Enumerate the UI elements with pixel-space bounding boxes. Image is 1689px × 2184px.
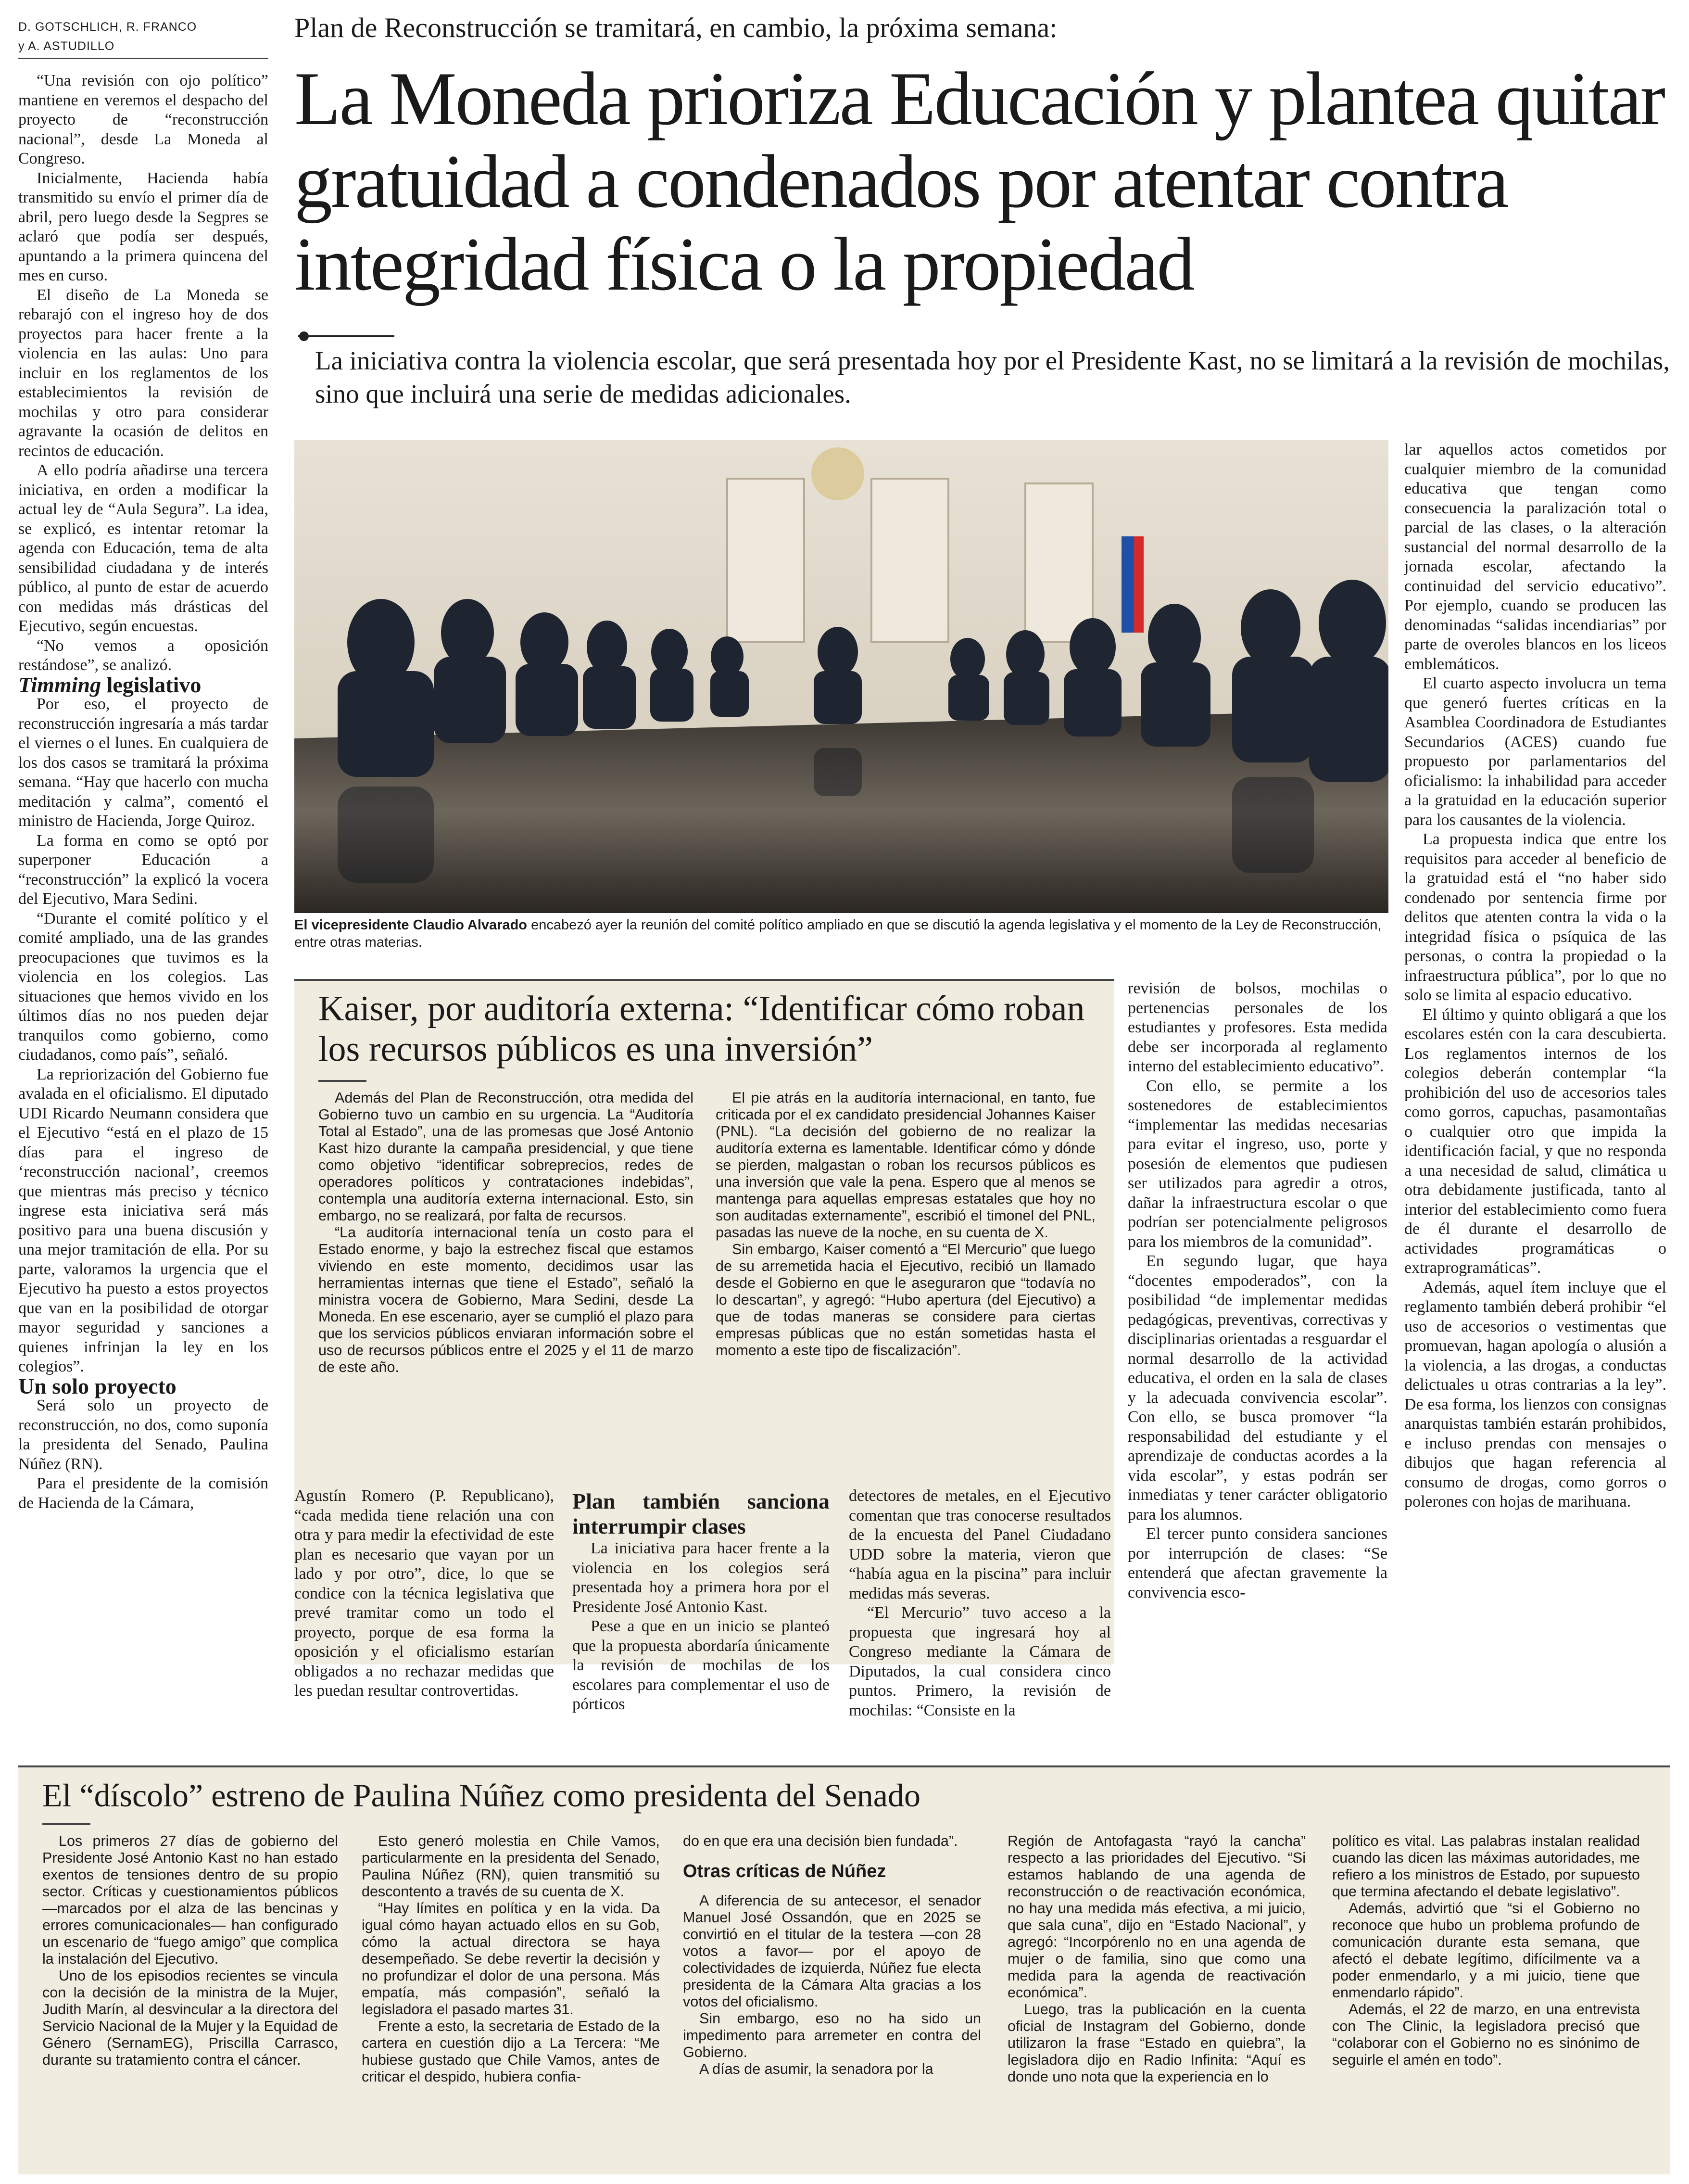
paragraph: Uno de los episodios recientes se vincula con la decisión de la ministra de la Mujer, Judith Marín, al desvincular a la directora del Servicio Nacional de la Mujer y la Equidad de Género (SernamEG), Priscilla Carrasco, durante su tratamiento contra el cáncer.: [42, 1968, 338, 2068]
paragraph: A ello podría añadirse una tercera iniciativa, en orden a modificar la actual ley de “Aula Segura”. La idea, se explicó, es intentar retomar la agenda con Educación, tema de alta sensibilidad ciudadana y de interés público, al punto de estar de acuerdo con medidas más drásticas del Ejecutivo, según encuestas.: [18, 461, 268, 635]
middle-column-1: [294, 1486, 554, 1701]
senado-col-1: [42, 1833, 338, 2069]
senado-box-rule: [18, 1765, 1670, 1767]
caption-lead: El vicepresidente Claudio Alvarado: [294, 917, 528, 933]
photo-caption: [294, 916, 1388, 951]
paragraph: Sin embargo, eso no ha sido un impedimento para arremeter en contra del Gobierno.: [683, 2010, 981, 2060]
senado-col-4: [1008, 1833, 1306, 2085]
paragraph: político es vital. Las palabras instalan realidad cuando las dicen las máximas autoridades, me refiero a los ministros de Estado, por supuesto que termina afectando el debate legislativo”.: [1332, 1833, 1640, 1900]
paragraph: Frente a esto, la secretaria de Estado de la cartera en cuestión dijo a La Tercera: “Me hubiese gustado que Chile Vamos, antes de criticar el despido, hubiera confia-: [362, 2018, 660, 2085]
paragraph: Con ello, se permite a los sostenedores de establecimientos “implementar las medidas necesarias para evitar el ingreso, uso, porte y posesión de elementos que pudiesen ser utilizados para agredir a otros, dañar la infraestructura escolar o que podrían ser potencialmente peligrosos para los miembros de la comunidad”.: [1128, 1077, 1387, 1251]
paragraph: Por eso, el proyecto de reconstrucción ingresaría a más tardar el viernes o el lunes. En cualquiera de los dos casos se tramitará la próxima semana. “Hay que hacerlo con mucha meditación y calma”, comentó el ministro de Hacienda, Jorge Quiroz.: [18, 695, 268, 830]
kaiser-title: Kaiser, por auditoría externa: “Identificar cómo roban los recursos públicos es una inversión”: [318, 989, 1085, 1069]
paragraph: “La auditoría internacional tenía un costo para el Estado enorme, y bajo la estrechez fiscal que estamos viviendo en este momento, decidimos usar las herramientas internas que tiene el Estado”, señaló la ministra vocera de Gobierno, Mara Sedini, desde La Moneda. En ese escenario, ayer se cumplió el plazo para que los servicios públicos enviaran información sobre el uso de recursos públicos entre el 2025 y el 11 de marzo de este año.: [318, 1224, 693, 1375]
middle-column-2: [572, 1489, 830, 1714]
paragraph: Región de Antofagasta “rayó la cancha” respecto a las prioridades del Ejecutivo. “Si estamos hablando de una agenda de reconstrucción o de reactivación económica, no hay una medida más efectiva, a mi juicio, que sala cuna”, dijo en “Estado Nacional”, y agregó: “Incorpórenlo no en una agenda de mujer o de familia, sino que como una medida para la agenda de reactivación económica”.: [1008, 1833, 1306, 2001]
paragraph: Además, advirtió que “si el Gobierno no reconoce que hubo un problema profundo de comunicación durante esta semana, que afectó el debate legítimo, difícilmente va a poder enmendarlo, y a mi juicio, tiene que enmendarlo rápido”.: [1332, 1900, 1640, 2001]
paragraph: “El Mercurio” tuvo acceso a la propuesta que ingresará hoy al Congreso mediante la Cámara de Diputados, la cual considera cinco puntos. Primero, la revisión de mochilas: “Consiste en la: [849, 1604, 1111, 1719]
meeting-photo: [294, 440, 1388, 913]
paragraph: Inicialmente, Hacienda había transmitido su envío el primer día de abril, pero luego desde la Segpres se aclaró que podía ser después, apuntando a la primera quincena del mes en curso.: [18, 169, 268, 284]
paragraph: “No vemos a oposición restándose”, se analizó.: [18, 636, 268, 674]
deck-rule: [298, 335, 394, 337]
paragraph: La iniciativa para hacer frente a la violencia en los colegios será presentada hoy a primera hora por el Presidente José Antonio Kast.: [572, 1539, 830, 1616]
paragraph: Para el presidente de la comisión de Hacienda de la Cámara,: [18, 1474, 268, 1512]
kicker: Plan de Reconstrucción se tramitará, en cambio, la próxima semana:: [294, 12, 1058, 43]
paragraph: lar aquellos actos cometidos por cualquier miembro de la comunidad educativa que tengan como consecuencia la paralización total o parcial de las clases, o la alteración sustancial del normal desarrollo de la jornada escolar, afectando la continuidad del servicio educativo”. Por ejemplo, cuando se producen las denominadas “salidas incendiarias” por parte de overoles blancos en los liceos emblemáticos.: [1404, 441, 1666, 673]
paragraph: Agustín Romero (P. Republicano), “cada medida tiene relación una con otra y para medir la efectividad de este plan es necesario que vayan por un lado y por otro”, dice, lo que se condice con la técnica legislativa que prevé tramitar como un todo el proyecto, porque de esa forma la oposición y el oficialismo estarían obligados a no rechazar medidas que les puedan resultar controvertidas.: [294, 1487, 554, 1700]
paragraph: Luego, tras la publicación en la cuenta oficial de Instagram del Gobierno, donde utilizaron la frase “Estado en quiebra”, la legisladora dijo en Radio Infinita: “Aquí es donde uno nota que la experiencia en lo: [1008, 2001, 1306, 2085]
senado-col-5: [1332, 1833, 1640, 2069]
kaiser-col-1: [318, 1090, 693, 1376]
subhead-rest: legislativo: [101, 672, 202, 697]
subhead-otras-criticas: Otras críticas de Núñez: [683, 1861, 886, 1881]
paragraph: La forma en como se optó por superponer Educación a “reconstrucción” la explicó la vocera del Ejecutivo, Mara Sedini.: [18, 831, 268, 908]
byline-authors-2: y A. ASTUDILLO: [18, 39, 115, 53]
meeting-photo-illustration: [294, 440, 1388, 913]
paragraph: Esto generó molestia en Chile Vamos, particularmente en la presidenta del Senado, Paulina Núñez (RN), quien transmitió su descontento a través de su cuenta de X.: [362, 1833, 660, 1900]
kaiser-title-rule: [318, 1080, 366, 1082]
caption-text: encabezó ayer la reunión del comité político ampliado en que se discutió la agenda legislativa y el momento de la Ley de Reconstrucción, entre otras materias.: [294, 917, 1382, 950]
subhead-un-solo-proyecto: Un solo proyecto: [18, 1373, 176, 1398]
right-column-2: [1404, 440, 1666, 1512]
paragraph: detectores de metales, en el Ejecutivo comentan que tras conocerse resultados de la encuesta del Panel Ciudadano UDD sobre la materia, vieron que “había agua en la piscina” para incluir medidas más severas.: [849, 1487, 1111, 1602]
deck: La iniciativa contra la violencia escolar, que será presentada hoy por el Presidente Kast, no se limitará a la revisión de mochilas, sino que incluirá una serie de medidas adicionales.: [315, 346, 1670, 408]
subhead-timming: [18, 672, 268, 697]
paragraph: El tercer punto considera sanciones por interrupción de clases: “Se entenderá que afectan gravemente la convivencia esco-: [1128, 1525, 1387, 1601]
paragraph: revisión de bolsos, mochilas o pertenencias personales de los estudiantes y profesores. Esta medida debe ser incorporada al reglamento interno del establecimiento educativo”.: [1128, 979, 1387, 1075]
paragraph: Además del Plan de Reconstrucción, otra medida del Gobierno tuvo un cambio en su urgencia. La “Auditoría Total al Estado”, una de las promesas que José Antonio Kast hizo durante la campaña presidencial, y que tiene como objetivo “identificar sobreprecios, redes de operadores políticos y contrataciones indebidas”, contempla una auditoría externa internacional. Esto, sin embargo, no se realizará, por falta de recursos.: [318, 1090, 693, 1224]
senado-title-rule: [42, 1823, 90, 1825]
paragraph: El pie atrás en la auditoría internacional, en tanto, fue criticada por el ex candidato presidencial Johannes Kaiser (PNL). “La decisión del gobierno de no realizar la auditoría externa es lamentable. Identificar cómo y dónde se pierden, malgastan o roban los recursos públicos es una inversión que vale la pena. Espero que al menos se mantenga para aquellas empresas estatales que hoy no son auditadas externamente”, escribió el timonel del PNL, pasadas las nueve de la noche, en su cuenta de X.: [716, 1090, 1096, 1241]
byline-rule: [18, 58, 268, 59]
paragraph: “Una revisión con ojo político” mantiene en veremos el despacho del proyecto de “reconstrucción nacional”, desde La Moneda al Congreso.: [18, 72, 268, 167]
right-column-1: [1128, 979, 1387, 1602]
middle-column-3: [849, 1486, 1111, 1720]
subhead-plan: Plan también sanciona interrumpir clases: [572, 1489, 830, 1538]
paragraph: El cuarto aspecto involucra un tema que generó fuertes críticas en la Asamblea Coordinadora de Estudiantes Secundarios (ACES) cuando fue propuesto por parlamentarios del oficialismo: la inhabilidad para acceder a la gratuidad en la educación superior para los causantes de la violencia.: [1404, 674, 1666, 829]
paragraph: La repriorización del Gobierno fue avalada en el oficialismo. El diputado UDI Ricardo Neumann considera que el Ejecutivo “está en el plazo de 15 días para el ingreso de ‘reconstrucción nacional’, creemos que mientras más preciso y técnico ingrese esta iniciativa será más positivo para una buena discusión y una mejor tramitación de ella. Por su parte, valoramos la urgencia que el Ejecutivo ha puesto a estos proyectos que van en la posibilidad de otorgar mayor seguridad y sanciones a quienes infrinjan la ley en los colegios”.: [18, 1065, 268, 1375]
byline: [18, 17, 197, 56]
kaiser-col-2: [716, 1090, 1096, 1359]
headline: La Moneda prioriza Educación y plantea quitar gratuidad a condenados por atentar contra integridad física o la propiedad: [294, 57, 1664, 306]
byline-authors: D. GOTSCHLICH, R. FRANCO: [18, 20, 197, 34]
paragraph: Además, aquel ítem incluye que el reglamento también deberá prohibir “el uso de accesorios o vestimentas que promuevan, hagan apología o alusión a la violencia, a las drogas, a conductas delictuales u otras contrarias a la ley”. De esa forma, los lienzos con consignas anarquistas también estarán prohibidos, e incluso prendas con mensajes o dibujos que hagan referencia al consumo de drogas, como gorros o polerones con hojas de marihuana.: [1404, 1278, 1666, 1511]
paragraph: La propuesta indica que entre los requisitos para acceder al beneficio de la gratuidad está el “no haber sido condenado por sentencia firme por delitos que atenten contra la vida o la integridad física o psíquica de las personas, o contra la propiedad o la infraestructura pública”, por lo que no solo se limita al espacio educativo.: [1404, 830, 1666, 1004]
subhead-italic: Timming: [18, 672, 101, 697]
paragraph: El último y quinto obligará a que los escolares estén con la cara descubierta. Los reglamentos internos de los colegios deberán contemplar “la prohibición del uso de accesorios tales como gorros, capuchas, pasamontañas o cualquier otro que impida la identificación facial, y que no responda a una necesidad de salud, climática u otra debidamente justificada, tanto al interior del establecimiento como fuera de él durante el desarrollo de actividades programáticas o extraprogramáticas”.: [1404, 1005, 1666, 1277]
paragraph: En segundo lugar, que haya “docentes empoderados”, con la posibilidad “de implementar medidas pedagógicas, preventivas, correctivas y disciplinarias orientadas a resguardar el normal desarrollo de la actividad educativa, el orden en la sala de clases y la adecuada convivencia escolar”. Con ello, se busca promover “la responsabilidad del estudiante y el aprendizaje de conductas acordes a la vida escolar”, y estas podrán ser inmediatas y tener carácter obligatorio para los alumnos.: [1128, 1252, 1387, 1524]
paragraph: Será solo un proyecto de reconstrucción, no dos, como suponía la presidenta del Senado, Paulina Núñez (RN).: [18, 1397, 268, 1473]
paragraph: Además, el 22 de marzo, en una entrevista con The Clinic, la legisladora precisó que “colaborar con el Gobierno no es sinónimo de seguirle el amén en todo”.: [1332, 2001, 1640, 2068]
senado-title: El “díscolo” estreno de Paulina Núñez como presidenta del Senado: [42, 1777, 920, 1814]
paragraph: do en que era una decisión bien fundada”.: [683, 1833, 958, 1849]
senado-col-2: [362, 1833, 660, 2085]
paragraph: Sin embargo, Kaiser comentó a “El Mercurio” que luego de su arremetida hacia el Ejecutivo, recibió un llamado desde el Gobierno en que le aseguraron que “todavía no lo descartan”, y agregó: “Hubo apertura (del Ejecutivo) a que de todas maneras se considere para ciertas empresas públicas que no están sometidas hasta el momento a este tipo de fiscalización”.: [716, 1241, 1096, 1359]
paragraph: Los primeros 27 días de gobierno del Presidente José Antonio Kast no han estado exentos de tensiones dentro de su propio sector. Críticas y cuestionamientos públicos —marcados por el alza de las bencinas y errores comunicacionales— han configurado un escenario de “fuego amigo” que complica la instalación del Ejecutivo.: [42, 1833, 338, 1967]
paragraph: “Hay límites en política y en la vida. Da igual cómo hayan actuado ellos en su Gob, cómo la actual directora se haya desempeñado. Se debe revertir la decisión y no profundizar el dolor de una persona. Más empatía, más compasión”, señaló la legisladora el pasado martes 31.: [362, 1900, 660, 2018]
senado-col-3: [683, 1833, 981, 2078]
paragraph: A diferencia de su antecesor, el senador Manuel José Ossandón, que en 2025 se convirtió en el titular de la testera —con 28 votos a favor— por el apoyo de colectividades de izquierda, Núñez fue electa presidenta de la Cámara Alta gracias a los votos del oficialismo.: [683, 1892, 981, 2010]
paragraph: A días de asumir, la senadora por la: [699, 2061, 933, 2077]
paragraph: “Durante el comité político y el comité ampliado, una de las grandes preocupaciones que tuvimos es la violencia en los colegios. Las situaciones que hemos vivido en los últimos días no nos pueden dejar tranquilos como gobierno, como ciudadanos, como país”, señaló.: [18, 909, 268, 1064]
paragraph: Pese a que en un inicio se planteó que la propuesta abordaría únicamente la revisión de mochilas de los escolares para complementar el uso de pórticos: [572, 1617, 830, 1713]
kaiser-box-rule: [294, 979, 1114, 981]
left-column: [18, 71, 268, 1513]
paragraph: El diseño de La Moneda se rebarajó con el ingreso hoy de dos proyectos para hacer frente a la violencia en las aulas: Uno para incluir en los reglamentos de los establecimientos la revisión de mochilas y otro para considerar agravante la ocasión de delitos en recintos de educación.: [18, 286, 268, 460]
